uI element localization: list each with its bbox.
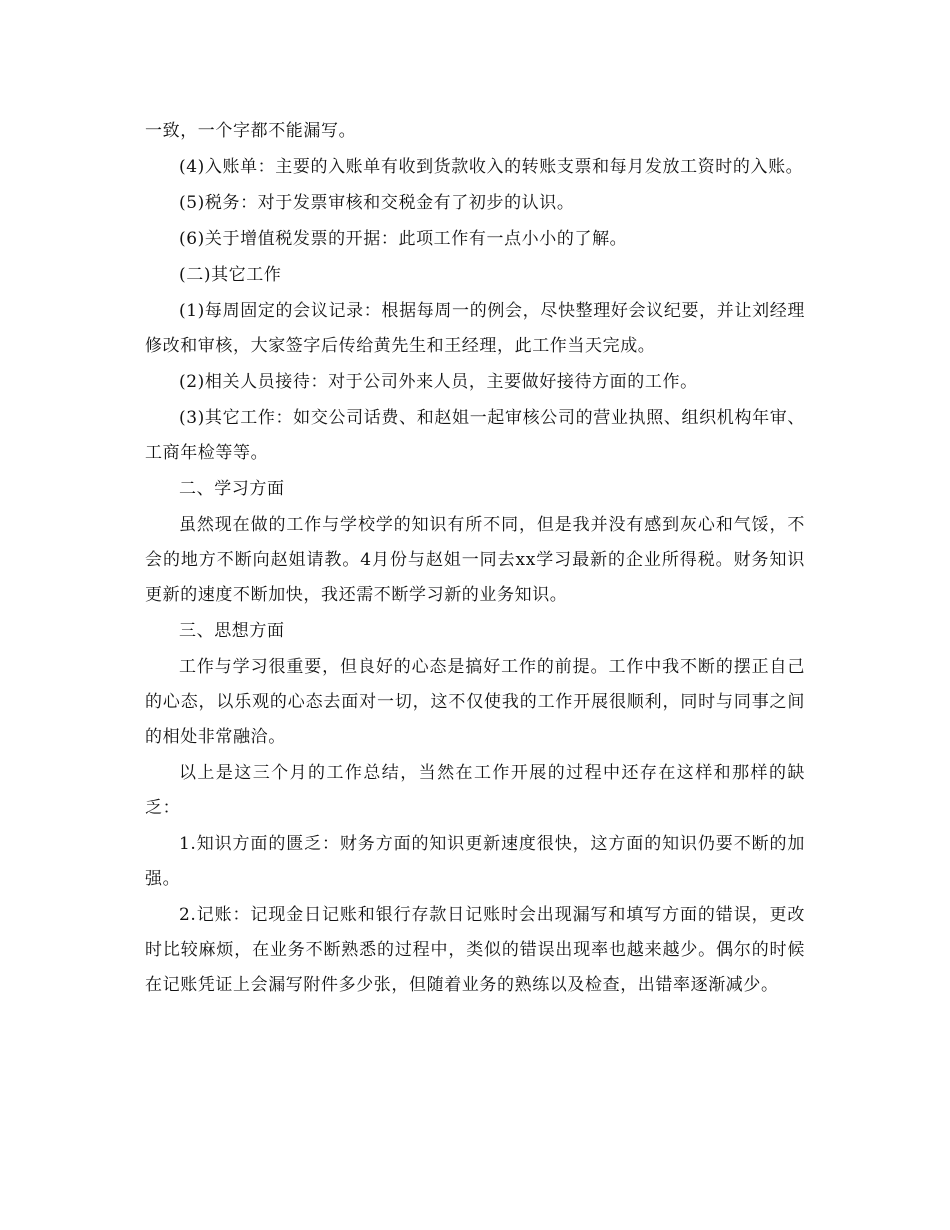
section-heading: 三、思想方面 bbox=[179, 621, 285, 641]
paragraph: (3)其它工作：如交公司话费、和赵姐一起审核公司的营业执照、组织机构年审、工商年检等等。 bbox=[145, 408, 805, 463]
paragraph: (4)入账单：主要的入账单有收到货款收入的转账支票和每月发放工资时的入账。 bbox=[179, 157, 804, 177]
paragraph: 虽然现在做的工作与学校学的知识有所不同，但是我并没有感到灰心和气馁，不会的地方不断向赵姐请教。4月份与赵姐一同去xx学习最新的企业所得税。财务知识更新的速度不断加快，我还需不断学习新的业务知识。 bbox=[145, 515, 805, 605]
paragraph: 一致，一个字都不能漏写。 bbox=[145, 121, 357, 141]
document-body bbox=[145, 114, 805, 1003]
paragraph: 以上是这三个月的工作总结，当然在工作开展的过程中还存在这样和那样的缺乏： bbox=[145, 763, 805, 818]
paragraph: (5)税务：对于发票审核和交税金有了初步的认识。 bbox=[179, 193, 575, 213]
paragraph: (1)每周固定的会议记录：根据每周一的例会，尽快整理好会议纪要，并让刘经理修改和审核，大家签字后传给黄先生和王经理，此工作当天完成。 bbox=[145, 301, 805, 356]
section-heading: (二)其它工作 bbox=[179, 265, 282, 285]
paragraph: (6)关于增值税发票的开据：此项工作有一点小小的了解。 bbox=[179, 229, 628, 249]
paragraph: 1.知识方面的匮乏：财务方面的知识更新速度很快，这方面的知识仍要不断的加强。 bbox=[145, 834, 805, 889]
paragraph: 2.记账：记现金日记账和银行存款日记账时会出现漏写和填写方面的错误，更改时比较麻烦，在业务不断熟悉的过程中，类似的错误出现率也越来越少。偶尔的时候在记账凭证上会漏写附件多少张，但随着业务的熟练以及检查，出错率逐渐减少。 bbox=[145, 905, 805, 995]
paragraph: 工作与学习很重要，但良好的心态是搞好工作的前提。工作中我不断的摆正自己的心态，以乐观的心态去面对一切，这不仅使我的工作开展很顺利，同时与同事之间的相处非常融洽。 bbox=[145, 657, 805, 747]
paragraph: (2)相关人员接待：对于公司外来人员，主要做好接待方面的工作。 bbox=[179, 372, 698, 392]
section-heading: 二、学习方面 bbox=[179, 479, 285, 499]
